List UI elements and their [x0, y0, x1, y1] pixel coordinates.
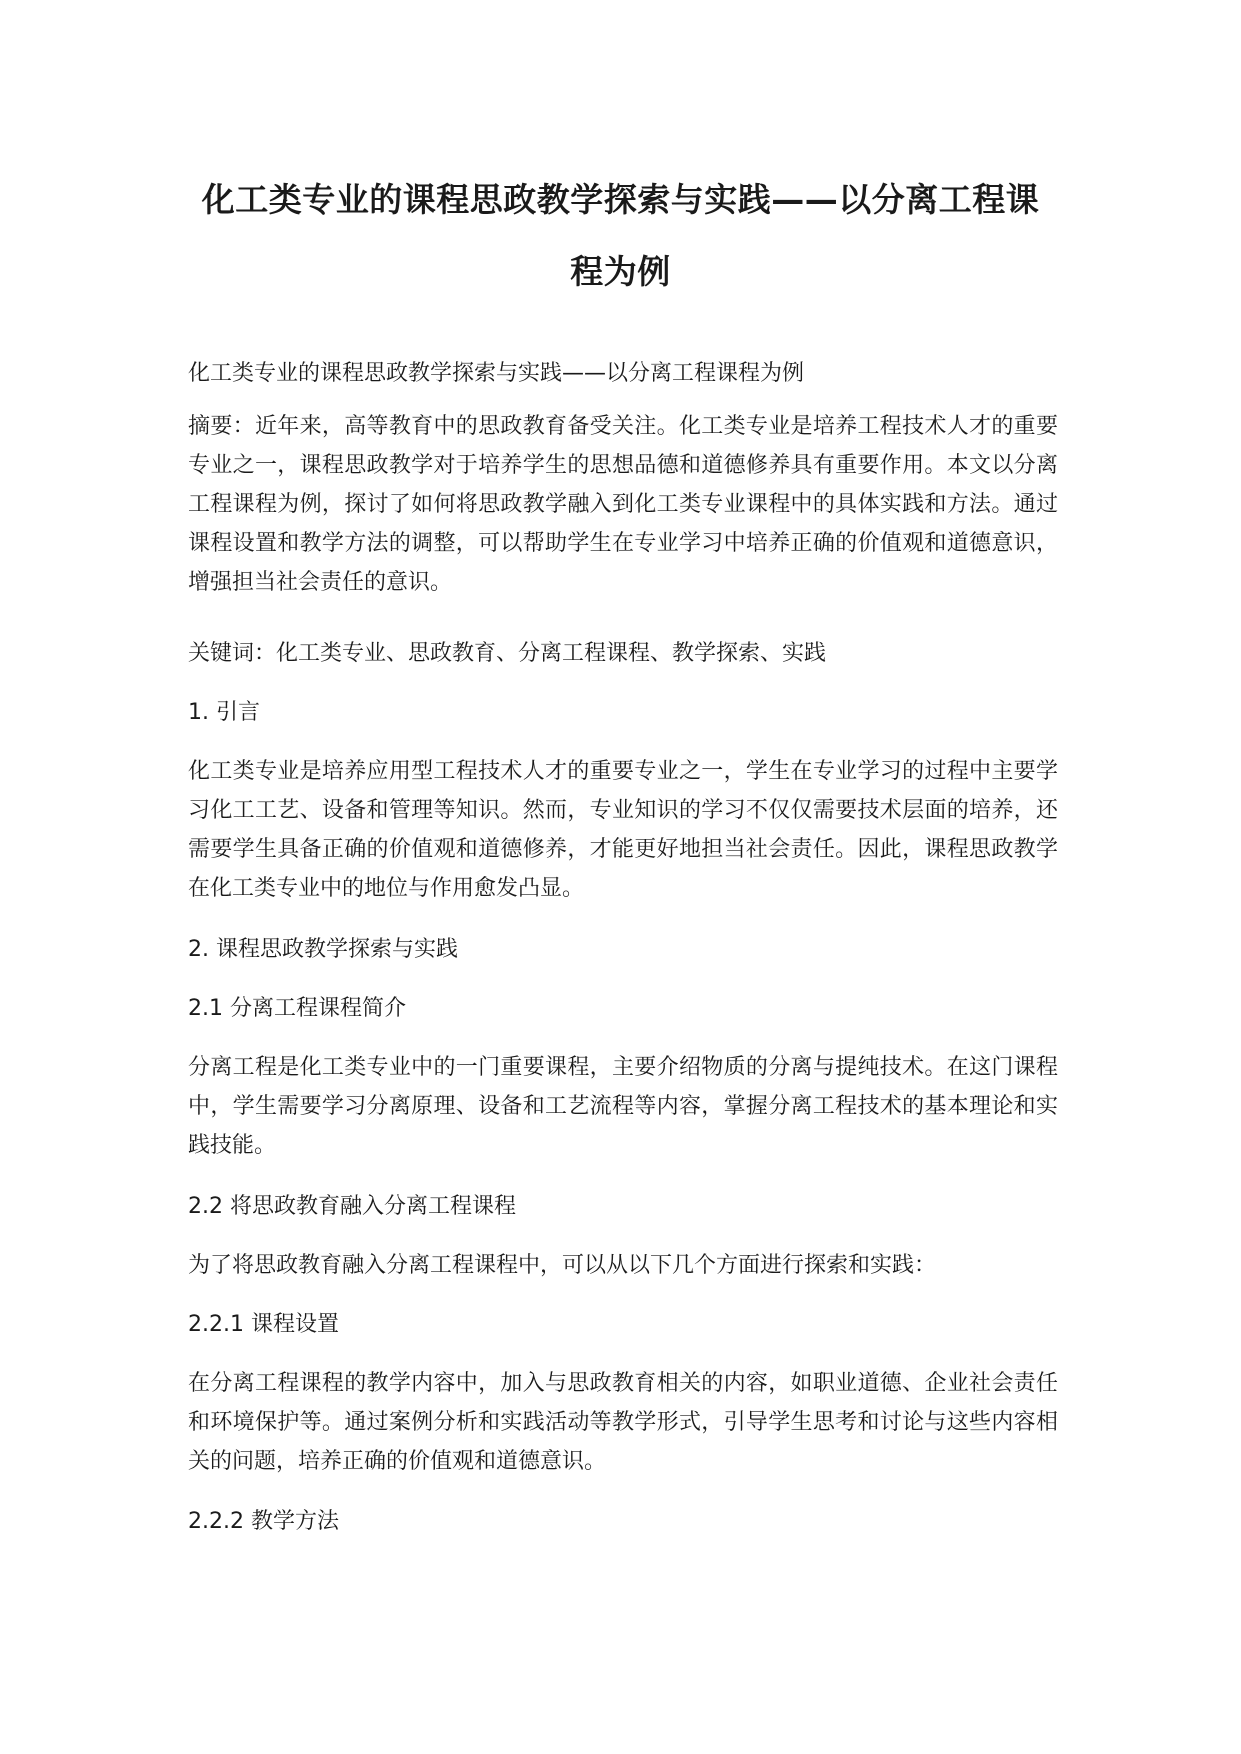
document-title-line-1: 化工类专业的课程思政教学探索与实践——以分离工程课	[201, 180, 1040, 219]
document-title-line-2: 程为例	[570, 252, 671, 291]
section-2-2-1-paragraph: 在分离工程课程的教学内容中，加入与思政教育相关的内容，如职业道德、企业社会责任和环境保护等。通过案例分析和实践活动等教学形式，引导学生思考和讨论与这些内容相关的问题，培养正确的价值观和道德意识。	[188, 1371, 1058, 1474]
keywords-line: 关键词：化工类专业、思政教育、分离工程课程、教学探索、实践	[188, 641, 827, 666]
document-subtitle: 化工类专业的课程思政教学探索与实践——以分离工程课程为例	[188, 361, 805, 386]
section-2-2-heading: 2.2 将思政教育融入分离工程课程	[188, 1194, 516, 1219]
abstract-paragraph: 摘要：近年来，高等教育中的思政教育备受关注。化工类专业是培养工程技术人才的重要专业之一，课程思政教学对于培养学生的思想品德和道德修养具有重要作用。本文以分离工程课程为例，探讨了如何将思政教学融入到化工类专业课程中的具体实践和方法。通过课程设置和教学方法的调整，可以帮助学生在专业学习中培养正确的价值观和道德意识，增强担当社会责任的意识。	[188, 414, 1058, 595]
section-2-2-paragraph: 为了将思政教育融入分离工程课程中，可以从以下几个方面进行探索和实践：	[188, 1253, 937, 1278]
section-2-1-heading: 2.1 分离工程课程简介	[188, 996, 406, 1021]
section-2-2-1-heading: 2.2.1 课程设置	[188, 1312, 339, 1337]
section-2-heading: 2. 课程思政教学探索与实践	[188, 937, 458, 962]
section-2-1-paragraph: 分离工程是化工类专业中的一门重要课程，主要介绍物质的分离与提纯技术。在这门课程中，学生需要学习分离原理、设备和工艺流程等内容，掌握分离工程技术的基本理论和实践技能。	[188, 1055, 1058, 1158]
section-2-2-2-heading: 2.2.2 教学方法	[188, 1509, 339, 1534]
section-1-paragraph: 化工类专业是培养应用型工程技术人才的重要专业之一，学生在专业学习的过程中主要学习化工工艺、设备和管理等知识。然而，专业知识的学习不仅仅需要技术层面的培养，还需要学生具备正确的价值观和道德修养，才能更好地担当社会责任。因此，课程思政教学在化工类专业中的地位与作用愈发凸显。	[188, 759, 1058, 901]
section-1-heading: 1. 引言	[188, 700, 260, 725]
